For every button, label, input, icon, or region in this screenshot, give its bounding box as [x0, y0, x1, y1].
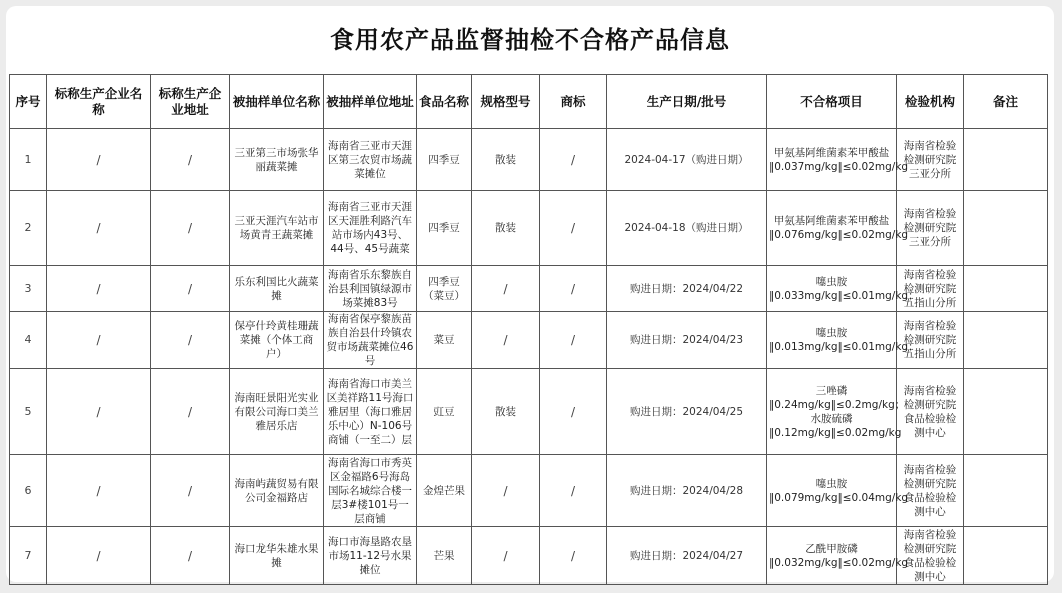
- cell-maker: /: [47, 129, 151, 191]
- cell-spec: /: [472, 455, 540, 527]
- table-header-row: [10, 75, 1048, 129]
- cell-failed-item: 噻虫胺‖0.013mg/kg‖≤0.01mg/kg；: [767, 312, 897, 369]
- cell-agency: 海南省检验检测研究院食品检验检测中心: [897, 527, 964, 585]
- cell-sampled-unit-address: 海南省三亚市天涯区第三农贸市场蔬菜摊位: [324, 129, 417, 191]
- document-page: [6, 6, 1054, 582]
- cell-failed-item: 乙酰甲胺磷‖0.032mg/kg‖≤0.02mg/kg: [767, 527, 897, 585]
- results-table: [9, 74, 1048, 585]
- cell-brand: /: [540, 369, 607, 455]
- header-spec: 规格型号: [472, 75, 540, 129]
- header-maker: 标称生产企业名称: [47, 75, 151, 129]
- cell-seq: 1: [10, 129, 47, 191]
- cell-agency: 海南省检验检测研究院食品检验检测中心: [897, 455, 964, 527]
- cell-brand: /: [540, 527, 607, 585]
- cell-maker-address: /: [151, 455, 230, 527]
- table-row: [10, 312, 1048, 369]
- cell-date: 购进日期：2024/04/27: [607, 527, 767, 585]
- cell-spec: /: [472, 266, 540, 312]
- header-brand: 商标: [540, 75, 607, 129]
- cell-sampled-unit-address: 海南省三亚市天涯区天涯胜利路汽车站市场内43号、44号、45号蔬菜: [324, 191, 417, 266]
- cell-note: [964, 312, 1048, 369]
- cell-maker: /: [47, 266, 151, 312]
- header-note: 备注: [964, 75, 1048, 129]
- cell-spec: 散装: [472, 191, 540, 266]
- cell-maker-address: /: [151, 369, 230, 455]
- cell-agency: 海南省检验检测研究院食品检验检测中心: [897, 369, 964, 455]
- cell-date: 2024-04-17（购进日期）: [607, 129, 767, 191]
- cell-spec: 散装: [472, 369, 540, 455]
- cell-note: [964, 191, 1048, 266]
- cell-food-name: 四季豆: [417, 129, 472, 191]
- cell-sampled-unit-address: 海南省乐东黎族自治县利国镇绿源市场菜摊83号: [324, 266, 417, 312]
- cell-brand: /: [540, 129, 607, 191]
- cell-sampled-unit: 三亚第三市场张华丽蔬菜摊: [230, 129, 324, 191]
- cell-seq: 2: [10, 191, 47, 266]
- cell-note: [964, 455, 1048, 527]
- table-row: [10, 527, 1048, 585]
- cell-maker-address: /: [151, 527, 230, 585]
- cell-food-name: 芒果: [417, 527, 472, 585]
- cell-sampled-unit-address: 海口市海垦路农垦市场11-12号水果摊位: [324, 527, 417, 585]
- cell-date: 购进日期：2024/04/22: [607, 266, 767, 312]
- cell-failed-item: 甲氨基阿维菌素苯甲酸盐‖0.076mg/kg‖≤0.02mg/kg: [767, 191, 897, 266]
- cell-agency: 海南省检验检测研究院三亚分所: [897, 129, 964, 191]
- cell-failed-item: 三唑磷‖0.24mg/kg‖≤0.2mg/kg；水胺硫磷‖0.12mg/kg‖≤0.02mg/kg: [767, 369, 897, 455]
- cell-date: 购进日期：2024/04/25: [607, 369, 767, 455]
- cell-sampled-unit: 保亭什玲黄桂珊蔬菜摊（个体工商户）: [230, 312, 324, 369]
- cell-seq: 4: [10, 312, 47, 369]
- header-date: 生产日期/批号: [607, 75, 767, 129]
- cell-sampled-unit-address: 海南省保亭黎族苗族自治县什玲镇农贸市场蔬菜摊位46号: [324, 312, 417, 369]
- header-seq: 序号: [10, 75, 47, 129]
- cell-date: 2024-04-18（购进日期）: [607, 191, 767, 266]
- cell-failed-item: 噻虫胺‖0.079mg/kg‖≤0.04mg/kg: [767, 455, 897, 527]
- cell-date: 购进日期：2024/04/23: [607, 312, 767, 369]
- cell-spec: /: [472, 527, 540, 585]
- cell-food-name: 金煌芒果: [417, 455, 472, 527]
- cell-maker-address: /: [151, 191, 230, 266]
- cell-agency: 海南省检验检测研究院五指山分所: [897, 312, 964, 369]
- cell-maker-address: /: [151, 312, 230, 369]
- cell-food-name: 四季豆: [417, 191, 472, 266]
- cell-spec: 散装: [472, 129, 540, 191]
- cell-agency: 海南省检验检测研究院三亚分所: [897, 191, 964, 266]
- cell-maker: /: [47, 191, 151, 266]
- cell-brand: /: [540, 266, 607, 312]
- header-maker-address: 标称生产企业地址: [151, 75, 230, 129]
- cell-maker: /: [47, 369, 151, 455]
- cell-sampled-unit: 海南屿蔬贸易有限公司金福路店: [230, 455, 324, 527]
- cell-food-name: 菜豆: [417, 312, 472, 369]
- header-food-name: 食品名称: [417, 75, 472, 129]
- cell-note: [964, 369, 1048, 455]
- cell-note: [964, 527, 1048, 585]
- cell-date: 购进日期：2024/04/28: [607, 455, 767, 527]
- table-row: [10, 455, 1048, 527]
- cell-brand: /: [540, 312, 607, 369]
- table-row: [10, 266, 1048, 312]
- cell-food-name: 四季豆（菜豆）: [417, 266, 472, 312]
- table-row: [10, 191, 1048, 266]
- header-sampled-unit: 被抽样单位名称: [230, 75, 324, 129]
- page-title: 食用农产品监督抽检不合格产品信息: [330, 25, 730, 54]
- cell-sampled-unit-address: 海南省海口市秀英区金福路6号海岛国际名城综合楼一层3#楼101号一层商铺: [324, 455, 417, 527]
- cell-sampled-unit: 三亚天涯汽车站市场黄青王蔬菜摊: [230, 191, 324, 266]
- cell-note: [964, 129, 1048, 191]
- cell-seq: 5: [10, 369, 47, 455]
- cell-seq: 6: [10, 455, 47, 527]
- cell-sampled-unit: 海口龙华朱雄水果摊: [230, 527, 324, 585]
- cell-sampled-unit-address: 海南省海口市美兰区美祥路11号海口雅居里（海口雅居乐中心）N-106号商铺（一至二）层: [324, 369, 417, 455]
- cell-failed-item: 甲氨基阿维菌素苯甲酸盐‖0.037mg/kg‖≤0.02mg/kg: [767, 129, 897, 191]
- cell-brand: /: [540, 191, 607, 266]
- cell-seq: 3: [10, 266, 47, 312]
- header-sampled-unit-address: 被抽样单位地址: [324, 75, 417, 129]
- cell-agency: 海南省检验检测研究院五指山分所: [897, 266, 964, 312]
- table-row: [10, 129, 1048, 191]
- cell-maker-address: /: [151, 266, 230, 312]
- cell-failed-item: 噻虫胺‖0.033mg/kg‖≤0.01mg/kg；: [767, 266, 897, 312]
- header-failed-item: 不合格项目: [767, 75, 897, 129]
- cell-note: [964, 266, 1048, 312]
- cell-brand: /: [540, 455, 607, 527]
- cell-maker: /: [47, 527, 151, 585]
- cell-sampled-unit: 海南旺景阳光实业有限公司海口美兰雅居乐店: [230, 369, 324, 455]
- table-row: [10, 369, 1048, 455]
- cell-sampled-unit: 乐东利国比火蔬菜摊: [230, 266, 324, 312]
- cell-seq: 7: [10, 527, 47, 585]
- cell-maker-address: /: [151, 129, 230, 191]
- header-agency: 检验机构: [897, 75, 964, 129]
- cell-food-name: 豇豆: [417, 369, 472, 455]
- cell-maker: /: [47, 455, 151, 527]
- cell-maker: /: [47, 312, 151, 369]
- cell-spec: /: [472, 312, 540, 369]
